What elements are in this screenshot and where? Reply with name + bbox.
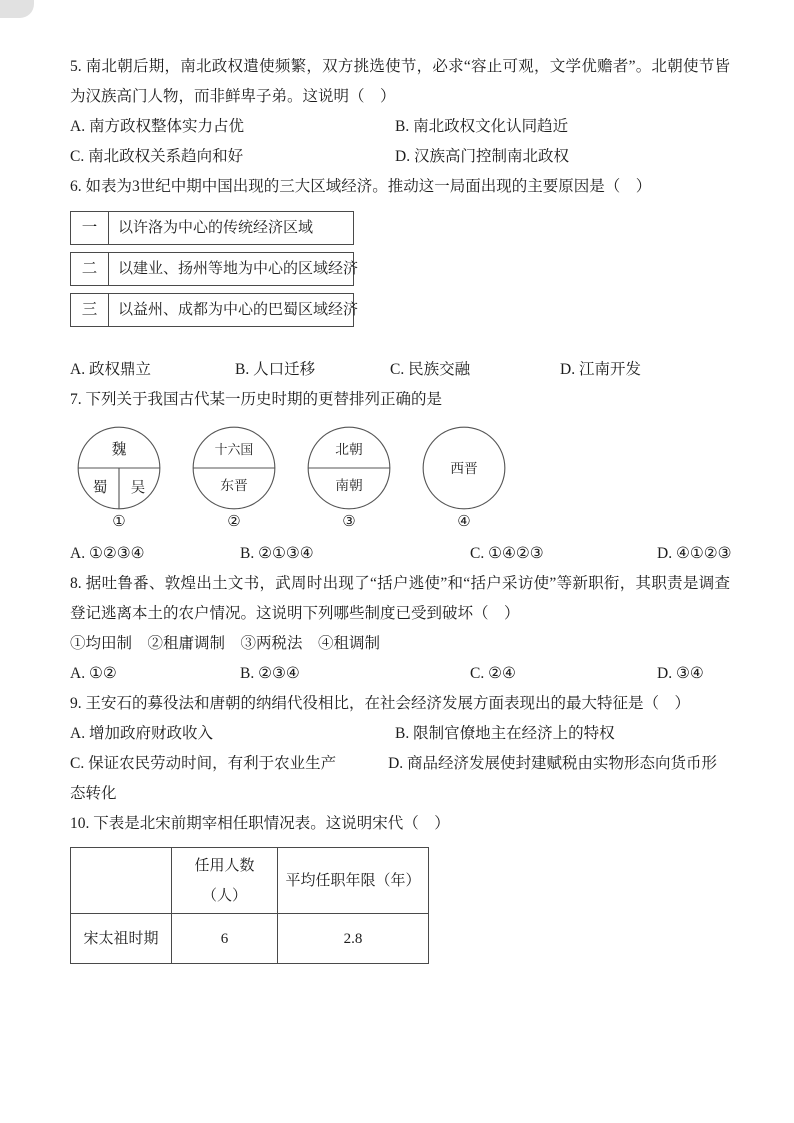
question-5: [70, 52, 730, 172]
circle-western-jin: [421, 425, 507, 533]
question-8: [70, 569, 730, 689]
option-8d: D. ③④: [657, 665, 704, 682]
question-9-stem: 9. 王安石的募役法和唐朝的纳绢代役相比，在社会经济发展方面表现出的最大特征是（ ）: [70, 695, 691, 712]
option-8b: B. ②③④: [240, 665, 300, 682]
table-row-label: 二: [70, 252, 109, 286]
option-9c: C. 保证农民劳动时间，有利于农业生产: [70, 755, 337, 772]
circle-diagram-2: [191, 425, 277, 511]
question-6-table: [70, 211, 730, 327]
table-row: [71, 914, 429, 964]
circle-1-number: ①: [112, 514, 126, 530]
circle-2-top-label: 十六国: [214, 442, 254, 457]
option-8c: C. ②④: [470, 665, 516, 682]
table-cell-count: 6: [172, 914, 278, 964]
table-row: [70, 211, 730, 245]
table-row: [70, 252, 730, 286]
question-8-options: [70, 659, 730, 689]
question-7-options: [70, 539, 730, 569]
option-9d: D. 商品经济发展使封建赋税由实物形态向货币形态转化: [70, 755, 718, 802]
scan-artifact: [0, 0, 34, 18]
circle-1-bottom-left-label: 蜀: [92, 479, 108, 496]
question-10-table: [70, 847, 429, 964]
option-5b: B. 南北政权文化认同趋近: [395, 118, 569, 135]
table-header-row: [71, 848, 429, 914]
table-header-empty: [71, 848, 172, 914]
table-cell-period: 宋太祖时期: [71, 914, 172, 964]
table-cell-tenure: 2.8: [278, 914, 429, 964]
dynasty-circles: [76, 425, 730, 533]
table-header-appointed: 任用人数（人）: [172, 848, 278, 914]
circle-3-bottom-label: 南朝: [335, 478, 363, 494]
question-6: [70, 172, 730, 385]
table-row-label: 一: [70, 211, 109, 245]
question-5-options-row-1: [70, 112, 730, 142]
question-7: [70, 385, 730, 569]
table-row-label: 三: [70, 293, 109, 327]
circle-diagram-4: [421, 425, 507, 511]
option-5c: C. 南北政权关系趋向和好: [70, 148, 244, 165]
circle-4-number: ④: [457, 514, 471, 530]
option-9b: B. 限制官僚地主在经济上的特权: [395, 725, 615, 742]
table-row: [70, 293, 730, 327]
question-6-options: [70, 355, 730, 385]
circle-northern-southern-dynasties: [306, 425, 392, 533]
table-row-text: 以益州、成都为中心的巴蜀区域经济: [109, 293, 354, 327]
option-6a: A. 政权鼎立: [70, 361, 151, 378]
circle-wei-shu-wu: [76, 425, 162, 533]
table-row-text: 以许洛为中心的传统经济区域: [109, 211, 354, 245]
question-9: [70, 689, 730, 809]
circle-1-top-label: 魏: [111, 442, 127, 459]
circle-3-top-label: 北朝: [335, 441, 363, 457]
circle-2-bottom-label: 东晋: [220, 478, 248, 494]
circle-diagram-1: [76, 425, 162, 511]
option-7b: B. ②①③④: [240, 545, 314, 562]
question-7-stem: 7. 下列关于我国古代某一历史时期的更替排列正确的是: [70, 391, 443, 408]
table-header-avg-tenure: 平均任职年限（年）: [278, 848, 429, 914]
question-5-options-row-2: [70, 142, 730, 172]
question-9-options-row-2: [70, 749, 730, 809]
option-6c: C. 民族交融: [390, 361, 471, 378]
option-6b: B. 人口迁移: [235, 361, 316, 378]
question-8-items: ①均田制 ②租庸调制 ③两税法 ④租调制: [70, 635, 381, 652]
circle-4-center-label: 西晋: [450, 460, 478, 476]
option-7c: C. ①④②③: [470, 545, 544, 562]
question-9-options-row-1: [70, 719, 730, 749]
option-7a: A. ①②③④: [70, 545, 145, 562]
circle-3-number: ③: [342, 514, 356, 530]
question-6-stem: 6. 如表为3世纪中期中国出现的三大区域经济。推动这一局面出现的主要原因是（ ）: [70, 178, 652, 195]
circle-1-bottom-right-label: 吴: [130, 479, 146, 496]
option-6d: D. 江南开发: [560, 361, 641, 378]
circle-2-number: ②: [227, 514, 241, 530]
question-10: [70, 809, 730, 964]
table-row-text: 以建业、扬州等地为中心的区域经济: [109, 252, 354, 286]
question-5-stem: 5. 南北朝后期，南北政权遣使频繁，双方挑选使节，必求“容止可观，文学优赡者”。北朝使节皆为汉族高门人物，而非鲜卑子弟。这说明（ ）: [70, 58, 730, 105]
option-8a: A. ①②: [70, 665, 117, 682]
circle-sixteen-kingdoms-eastern-jin: [191, 425, 277, 533]
circle-diagram-3: [306, 425, 392, 511]
option-5d: D. 汉族高门控制南北政权: [395, 148, 569, 165]
option-7d: D. ④①②③: [657, 545, 732, 562]
question-8-stem: 8. 据吐鲁番、敦煌出土文书，武周时出现了“括户逃使”和“括户采访使”等新职衔，其职责是调查登记逃离本土的农户情况。这说明下列哪些制度已受到破坏（ ）: [70, 575, 730, 622]
question-10-stem: 10. 下表是北宋前期宰相任职情况表。这说明宋代（ ）: [70, 815, 450, 832]
option-9a: A. 增加政府财政收入: [70, 725, 213, 742]
option-5a: A. 南方政权整体实力占优: [70, 118, 244, 135]
